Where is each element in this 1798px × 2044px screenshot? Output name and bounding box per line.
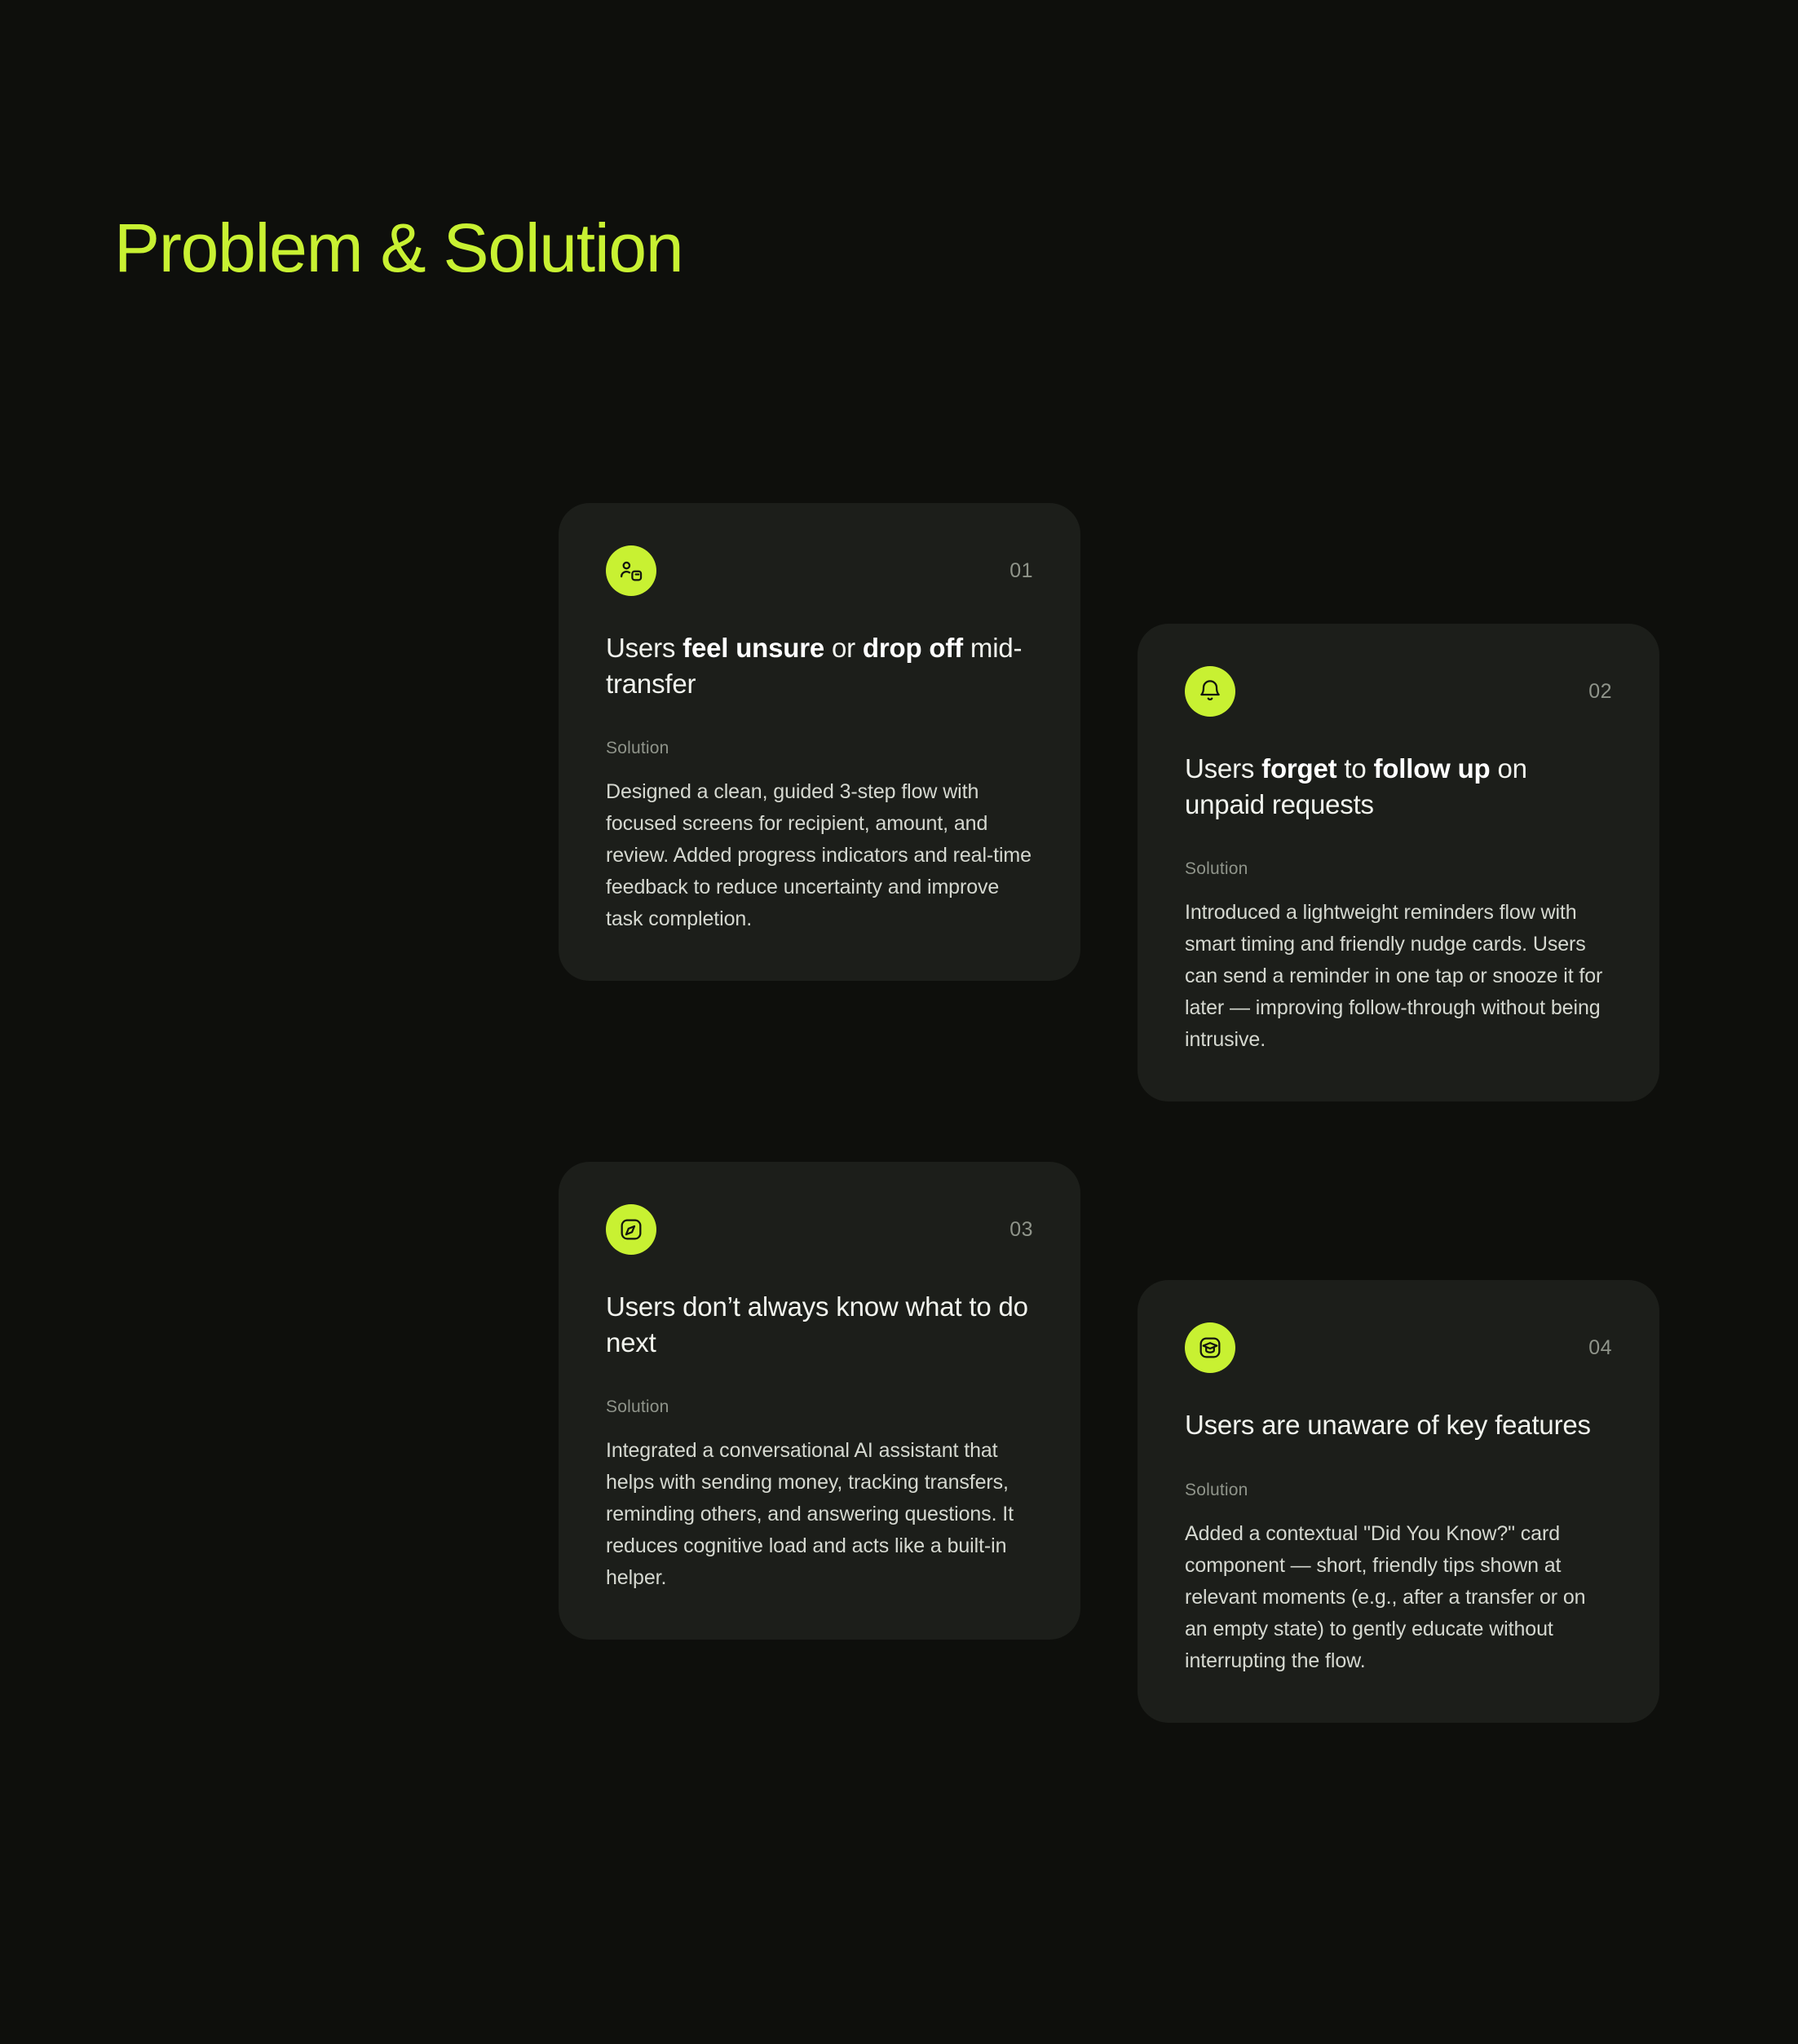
card-problem-statement: Users don’t always know what to do next — [606, 1291, 1028, 1358]
problem-solution-card-03[interactable] — [559, 1162, 1080, 1640]
card-header — [606, 545, 1033, 596]
solution-label: Solution — [606, 1397, 669, 1417]
card-header — [1185, 666, 1612, 717]
card-number: 04 — [1588, 1335, 1612, 1359]
solution-text: Added a contextual "Did You Know?" card component — short, friendly tips shown at relevant moments (e.g., after a transfer or on an empty state) to gently educate without interrupting the flow. — [1185, 1521, 1586, 1672]
solution-label: Solution — [1185, 1480, 1248, 1499]
card-problem-statement: Users feel unsure or drop off mid-transfer — [606, 633, 1023, 699]
users-share-icon — [606, 545, 656, 596]
card-number: 01 — [1009, 558, 1033, 582]
card-problem-statement: Users forget to follow up on unpaid requests — [1185, 753, 1527, 819]
graduation-cap-icon — [1185, 1322, 1235, 1373]
solution-text: Introduced a lightweight reminders flow with smart timing and friendly nudge cards. Users can send a reminder in one tap or snooze it for later — improving follow-through without being intrusive. — [1185, 901, 1603, 1052]
card-header — [606, 1204, 1033, 1255]
problem-solution-card-04[interactable] — [1138, 1280, 1659, 1723]
solution-label: Solution — [1185, 859, 1248, 879]
solution-label: Solution — [606, 739, 669, 758]
solution-text: Designed a clean, guided 3-step flow with focused screens for recipient, amount, and review. Added progress indicators and real-time feedback to reduce uncertainty and improve task completion. — [606, 780, 1032, 931]
problem-solution-card-02[interactable] — [1138, 624, 1659, 1101]
card-header — [1185, 1322, 1612, 1373]
card-number: 03 — [1009, 1217, 1033, 1241]
page-title: Problem & Solution — [114, 210, 683, 286]
solution-text: Integrated a conversational AI assistant that helps with sending money, tracking transfers, reminding others, and answering questions. It reduces cognitive load and acts like a built-in helper. — [606, 1439, 1014, 1590]
card-problem-statement: Users are unaware of key features — [1185, 1410, 1591, 1440]
compass-navigation-icon — [606, 1204, 656, 1255]
problem-solution-card-01[interactable] — [559, 503, 1080, 981]
card-number: 02 — [1588, 679, 1612, 703]
bell-icon — [1185, 666, 1235, 717]
